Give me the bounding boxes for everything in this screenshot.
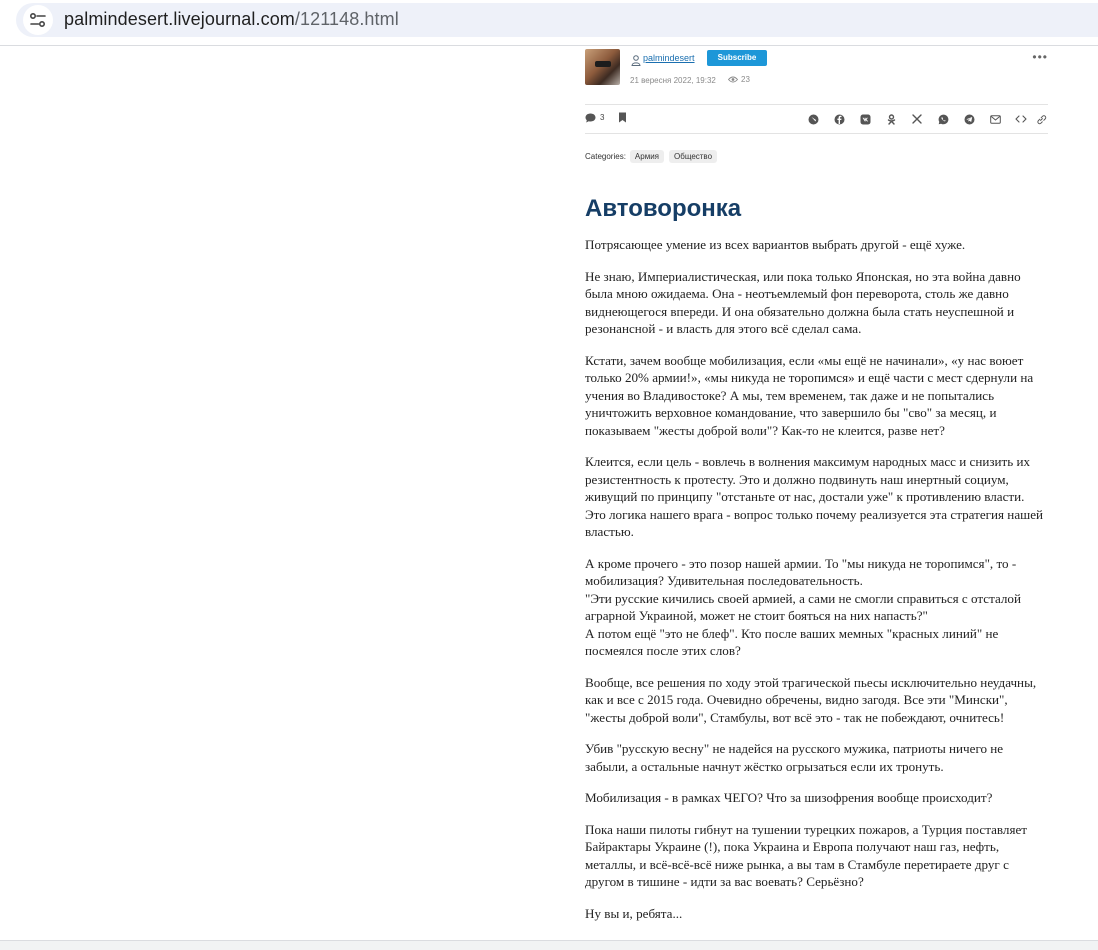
paragraph: А кроме прочего - это позор нашей армии. То "мы никуда не торопимся", то - мобилизация? Удивительная последовательность. "Эти русские кичились своей армией, а сами не смогли справиться с отсталой аграрной Украиной, может не стоит бояться на них напасть?" А потом ещё "это не блеф". Кто после ваших мемных "красных линий" не посмеялся после этих слов? <box>585 555 1021 658</box>
share-bar <box>800 112 1048 126</box>
paragraph: Кстати, зачем вообще мобилизация, если «мы ещё не начинали», «у нас воюет только 20% армии!», «мы никуда не торопимся» и ещё части с мест сдернули на учения во Владивостоке? А мы, тем временем, так даже и не попытались уничтожить верховное командование, что завершило бы "сво" за месяц, и показываем "жесты доброй воли"? Как-то не клеится, разве нет? <box>585 352 1034 438</box>
paragraph: Клеится, если цель - вовлечь в волнения максимум народных масс и снизить их резистентность к протесту. Это и должно подвинуть наш инертный социум, живущий по принципу "отстаньте от нас, достали уже" к противлению власти. Это логика нашего врага - вопрос только почему реализуется эта стратегия нашей властью. <box>585 454 1044 539</box>
view-count <box>728 75 750 84</box>
categories <box>585 150 722 163</box>
eye-icon <box>728 76 738 83</box>
comments-button[interactable] <box>585 113 604 123</box>
whatsapp-icon[interactable] <box>930 112 956 126</box>
divider-bottom <box>585 133 1048 134</box>
view-count-value: 23 <box>741 75 750 84</box>
vk-icon[interactable] <box>852 112 878 126</box>
author-link[interactable]: palmindesert <box>643 53 695 63</box>
subscribe-button[interactable]: Subscribe <box>707 50 767 66</box>
paragraph: Не знаю, Империалистическая, или пока только Японская, но эта война давно была мною ожидаема. Она - неотъемлемый фон переворота, столь же давно виднеющегося впереди. И она обязательно должна была стать неуспешной и резонансной - и власть для этого всё сделал сама. <box>585 268 1021 336</box>
bookmark-icon[interactable] <box>618 112 627 123</box>
post-date: 21 вересня 2022, 19:32 <box>630 76 716 85</box>
livejournal-icon[interactable] <box>800 112 826 126</box>
paragraph: Ну вы и, ребята... <box>585 905 683 921</box>
comments-count: 3 <box>600 113 605 122</box>
user-icon <box>631 53 641 71</box>
category-tag-society[interactable]: Общество <box>669 150 717 163</box>
category-tag-army[interactable]: Армия <box>630 150 664 163</box>
action-bar <box>585 112 1048 128</box>
paragraph: Потрясающее умение из всех вариантов выбрать другой - ещё хуже. <box>585 237 966 252</box>
facebook-icon[interactable] <box>826 112 852 126</box>
browser-toolbar <box>0 0 1098 46</box>
embed-icon[interactable] <box>1008 112 1034 126</box>
post-column <box>585 46 1048 921</box>
x-icon[interactable] <box>904 112 930 126</box>
email-icon[interactable] <box>982 112 1008 126</box>
paragraph: Вообще, все решения по ходу этой трагической пьесы исключительно неудачны, как и все с 2015 года. Очевидно обречены, видно загодя. Все эти "Мински", "жесты доброй воли", Стамбулы, вот всё это - так не побеждают, очнитесь! <box>585 674 1037 725</box>
odnoklassniki-icon[interactable] <box>878 112 904 126</box>
post-body <box>585 236 1048 936</box>
site-info-icon[interactable] <box>23 5 53 35</box>
comment-icon <box>585 113 596 123</box>
url-domain: palmindesert.livejournal.com <box>64 9 295 29</box>
post-header <box>585 46 1048 96</box>
paragraph: Мобилизация - в рамках ЧЕГО? Что за шизофрения вообще происходит? <box>585 790 993 805</box>
address-bar[interactable] <box>16 3 1098 37</box>
divider-top <box>585 104 1048 105</box>
telegram-icon[interactable] <box>956 112 982 126</box>
url-text[interactable] <box>64 9 399 30</box>
url-path: /121148.html <box>294 9 399 29</box>
categories-label: Categories: <box>585 152 626 161</box>
paragraph: Пока наши пилоты гибнут на тушении турецких пожаров, а Турция поставляет Байрактары Украине (!), пока Украина и Европа получают наш газ, нефть, металлы, и всё-всё-всё ниже рынка, а вы там в Стамбуле перетираете друг с другом в тишине - идти за вас воевать? Серьёзно? <box>585 821 1027 889</box>
post-title: Автоворонка <box>585 195 742 222</box>
more-options-icon[interactable]: ••• <box>1032 50 1048 64</box>
author-avatar[interactable] <box>585 49 620 85</box>
paragraph: Убив "русскую весну" не надейся на русского мужика, патриоты ничего не забыли, а остальные начнут жёстко огрызаться если их тронуть. <box>585 741 1004 774</box>
link-icon[interactable] <box>1034 112 1048 126</box>
